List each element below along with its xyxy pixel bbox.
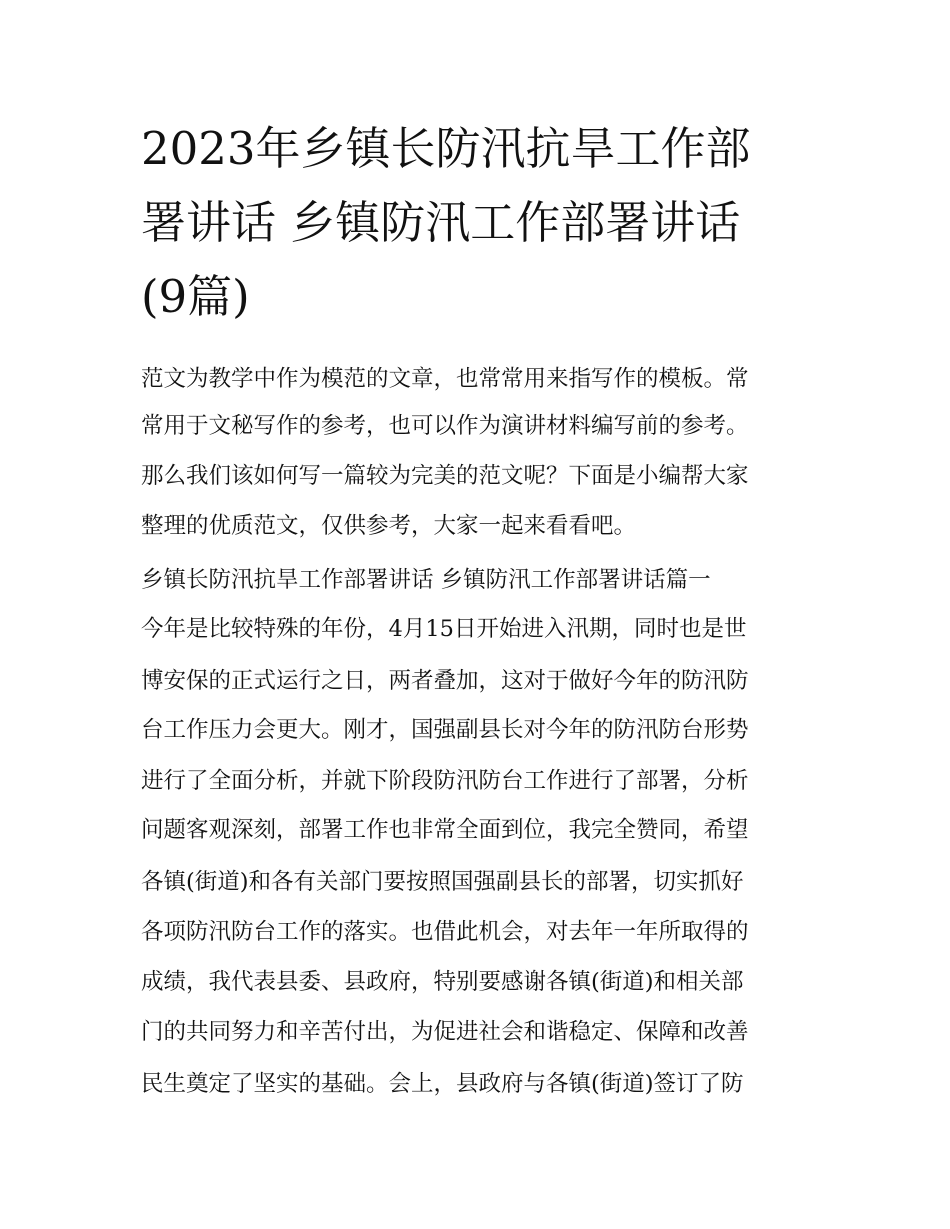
- body-line: 各镇(街道)和各有关部门要按照国强副县长的部署，切实抓好: [141, 869, 744, 895]
- body-line: 今年是比较特殊的年份，4月15日开始进入汛期，同时也是世: [141, 616, 747, 642]
- intro-line: 那么我们该如何写一篇较为完美的范文呢？下面是小编帮大家: [141, 463, 749, 489]
- title-line-2: 署讲话 乡镇防汛工作部署讲话: [141, 196, 741, 249]
- body-line: 民生奠定了坚实的基础。会上，县政府与各镇(街道)签订了防: [141, 1071, 744, 1097]
- body-line: 各项防汛防台工作的落实。也借此机会，对去年一年所取得的: [141, 919, 749, 945]
- intro-line: 范文为教学中作为模范的文章，也常常用来指写作的模板。常: [141, 366, 749, 392]
- document-title: [141, 112, 813, 334]
- title-line-3: (9篇): [141, 270, 250, 323]
- body-line: 台工作压力会更大。刚才，国强副县长对今年的防汛防台形势: [141, 717, 749, 743]
- body-line: 问题客观深刻，部署工作也非常全面到位，我完全赞同，希望: [141, 817, 749, 843]
- body-line: 成绩，我代表县委、县政府，特别要感谢各镇(街道)和相关部: [141, 969, 744, 995]
- intro-line: 常用于文秘写作的参考，也可以作为演讲材料编写前的参考。: [141, 413, 749, 439]
- body-line: 门的共同努力和辛苦付出，为促进社会和谐稳定、保障和改善: [141, 1019, 749, 1045]
- body-line: 博安保的正式运行之日，两者叠加，这对于做好今年的防汛防: [141, 668, 749, 694]
- body-line: 进行了全面分析，并就下阶段防汛防台工作进行了部署，分析: [141, 768, 749, 794]
- title-line-1: 2023年乡镇长防汛抗旱工作部: [141, 122, 751, 175]
- intro-line: 整理的优质范文，仅供参考，大家一起来看看吧。: [141, 513, 637, 539]
- section-heading: 乡镇长防汛抗旱工作部署讲话 乡镇防汛工作部署讲话篇一: [141, 567, 711, 593]
